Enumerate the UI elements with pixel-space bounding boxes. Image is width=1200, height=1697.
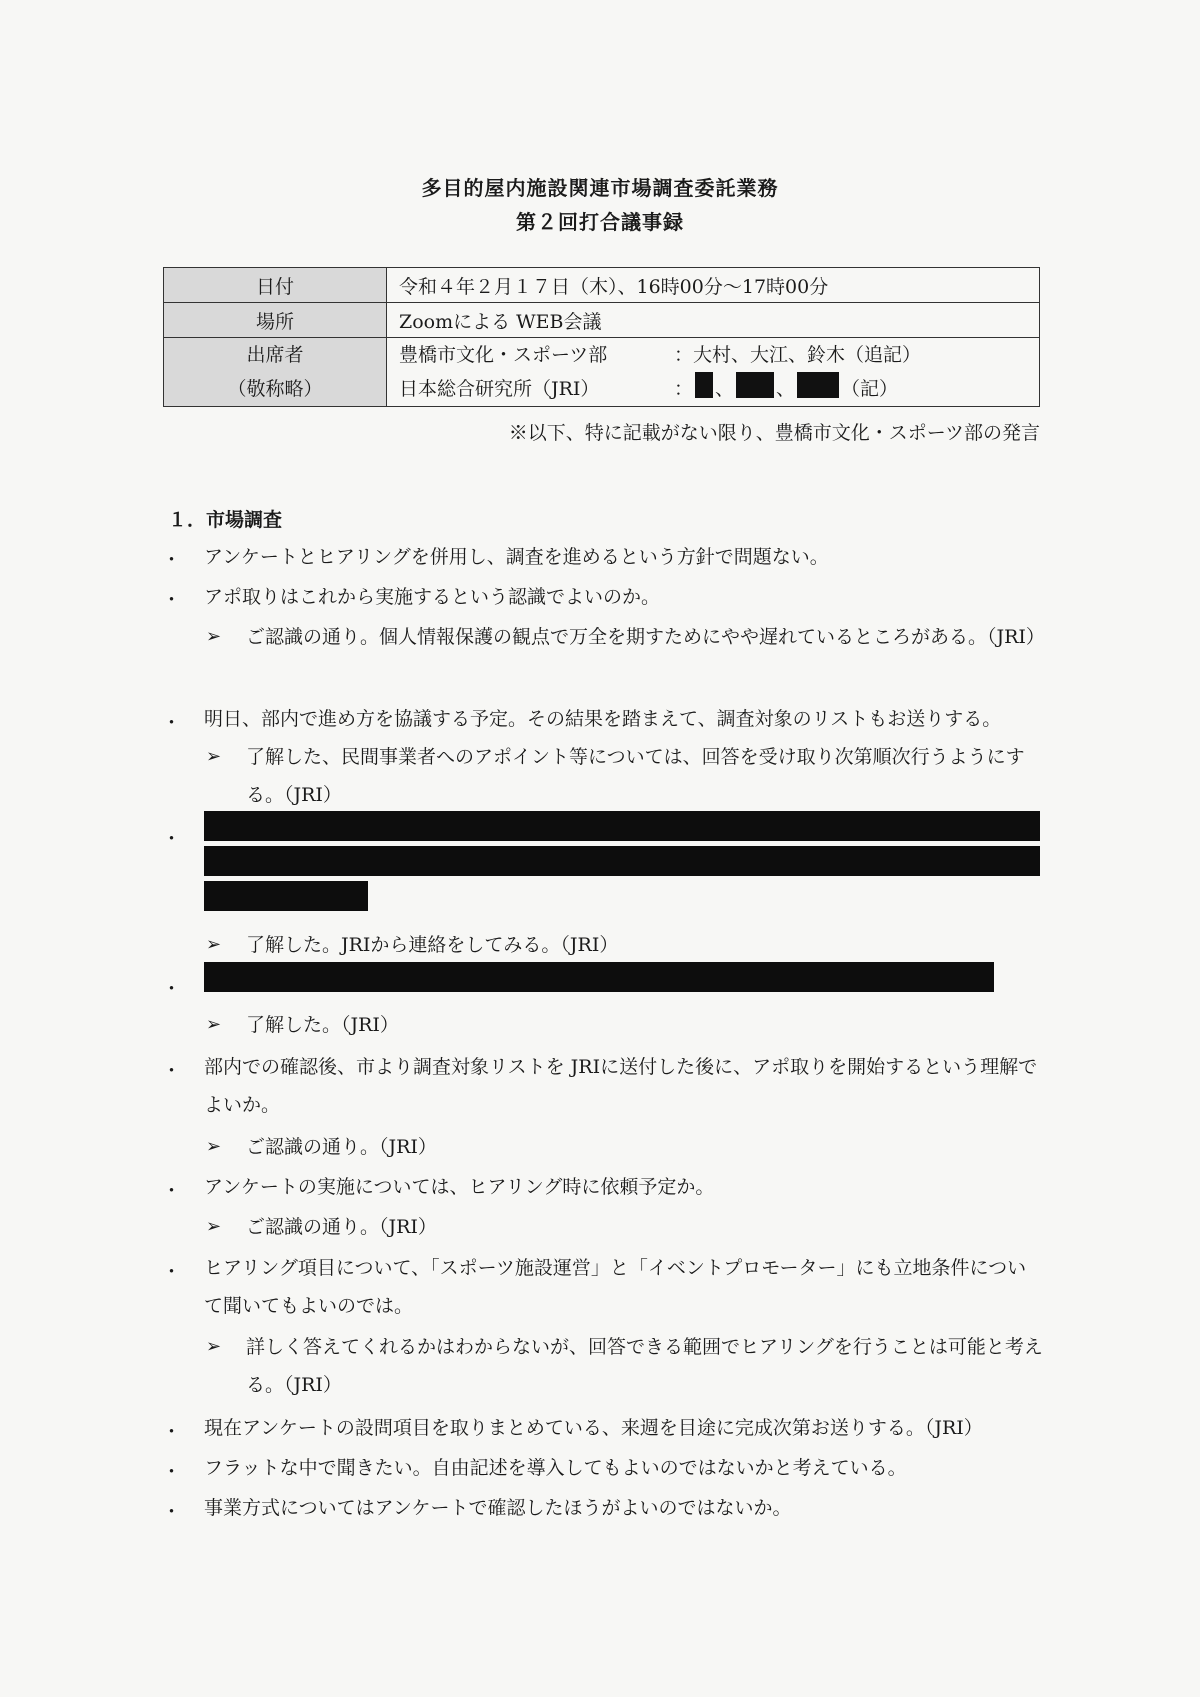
item-text: アンケートの実施については、ヒアリング時に依頼予定か。 [204, 1176, 715, 1198]
attendees-honorific-note: （敬称略） [227, 378, 323, 400]
bullet: ・ [162, 1261, 182, 1283]
redaction-block [204, 962, 994, 992]
speaker-note: ※以下、特に記載がない限り、豊橋市文化・スポーツ部の発言 [508, 422, 1040, 444]
reply-arrow-icon: ➢ [206, 1136, 222, 1157]
attendees-label-cell [164, 338, 387, 407]
document-title: 多目的屋内施設関連市場調査委託業務 [421, 176, 779, 200]
redaction-block [204, 846, 1040, 876]
reply-arrow-icon: ➢ [206, 1336, 222, 1357]
reply-text: ご認識の通り。（JRI） [246, 1136, 437, 1158]
item-text: 事業方式についてはアンケートで確認したほうがよいのではないか。 [204, 1497, 792, 1519]
item-text: フラットな中で聞きたい。自由記述を導入してもよいのではないかと考えている。 [204, 1457, 907, 1479]
bullet: ・ [162, 712, 182, 734]
bullet: ・ [162, 978, 182, 1000]
redaction-block [204, 881, 368, 911]
bullet: ・ [162, 828, 182, 850]
attendee-line-jri [399, 372, 1027, 406]
place-value: Zoomによる WEB会議 [387, 303, 1040, 338]
item-text: アポ取りはこれから実施するという認識でよいのか。 [204, 586, 661, 608]
reply-text: 了解した、民間事業者へのアポイント等については、回答を受け取り次第順次行うようにする。（JRI） [246, 746, 1025, 806]
bullet: ・ [162, 589, 182, 611]
reply-arrow-icon: ➢ [206, 626, 222, 647]
reply-arrow-icon: ➢ [206, 934, 222, 955]
attendees-row [164, 338, 1040, 407]
date-row [164, 268, 1040, 303]
reply-text: 了解した。JRIから連絡をしてみる。（JRI） [246, 934, 619, 956]
redaction-block [695, 372, 713, 398]
attendee-org-city: 豊橋市文化・スポーツ部 [399, 344, 608, 366]
reply-arrow-icon: ➢ [206, 1014, 222, 1035]
redaction-block [736, 372, 774, 398]
document-subtitle: 第２回打合議事録 [516, 210, 684, 234]
attendees-label: 出席者 [246, 344, 304, 366]
item-text: 現在アンケートの設問項目を取りまとめている、来週を目途に完成次第お送りする。（JRI） [204, 1417, 983, 1439]
bullet: ・ [162, 549, 182, 571]
place-row [164, 303, 1040, 338]
place-label: 場所 [164, 303, 387, 338]
reply-text: ご認識の通り。（JRI） [246, 1216, 437, 1238]
redaction-block [204, 811, 1040, 841]
attendee-line-city [399, 338, 1027, 372]
bullet: ・ [162, 1180, 182, 1202]
attendee-sep: 、 [776, 378, 796, 400]
section-title: １．市場調査 [168, 509, 283, 531]
attendees-value-cell [387, 338, 1040, 407]
reply-text: ご認識の通り。個人情報保護の観点で万全を期すためにやや遅れているところがある。（JRI） [246, 626, 1045, 648]
attendee-prefix-jri: ： [674, 378, 694, 400]
item-text: 明日、部内で進め方を協議する予定。その結果を踏まえて、調査対象のリストもお送りする。 [204, 708, 1002, 730]
attendee-sep: 、 [715, 378, 735, 400]
attendee-suffix-jri: （記） [841, 378, 899, 400]
bullet: ・ [162, 1461, 182, 1483]
item-text: アンケートとヒアリングを併用し、調査を進めるという方針で問題ない。 [204, 546, 829, 568]
meeting-info-table [163, 267, 1040, 407]
attendee-names-city: ：大村、大江、鈴木（追記） [674, 344, 922, 366]
reply-text: 了解した。（JRI） [246, 1014, 399, 1036]
bullet: ・ [162, 1501, 182, 1523]
reply-arrow-icon: ➢ [206, 746, 222, 767]
item-text: 部内での確認後、市より調査対象リストを JRIに送付した後に、アポ取りを開始するという理解でよいか。 [204, 1056, 1038, 1116]
redaction-block [797, 372, 839, 398]
attendee-org-jri: 日本総合研究所（JRI） [399, 378, 600, 400]
bullet: ・ [162, 1421, 182, 1443]
item-text: ヒアリング項目について、「スポーツ施設運営」と「イベントプロモーター」にも立地条件について聞いてもよいのでは。 [204, 1257, 1027, 1317]
bullet: ・ [162, 1060, 182, 1082]
reply-arrow-icon: ➢ [206, 1216, 222, 1237]
date-value: 令和４年２月１７日（木）、16時00分～17時00分 [387, 268, 1040, 303]
date-label: 日付 [164, 268, 387, 303]
reply-text: 詳しく答えてくれるかはわからないが、回答できる範囲でヒアリングを行うことは可能と考える。（JRI） [246, 1336, 1043, 1396]
